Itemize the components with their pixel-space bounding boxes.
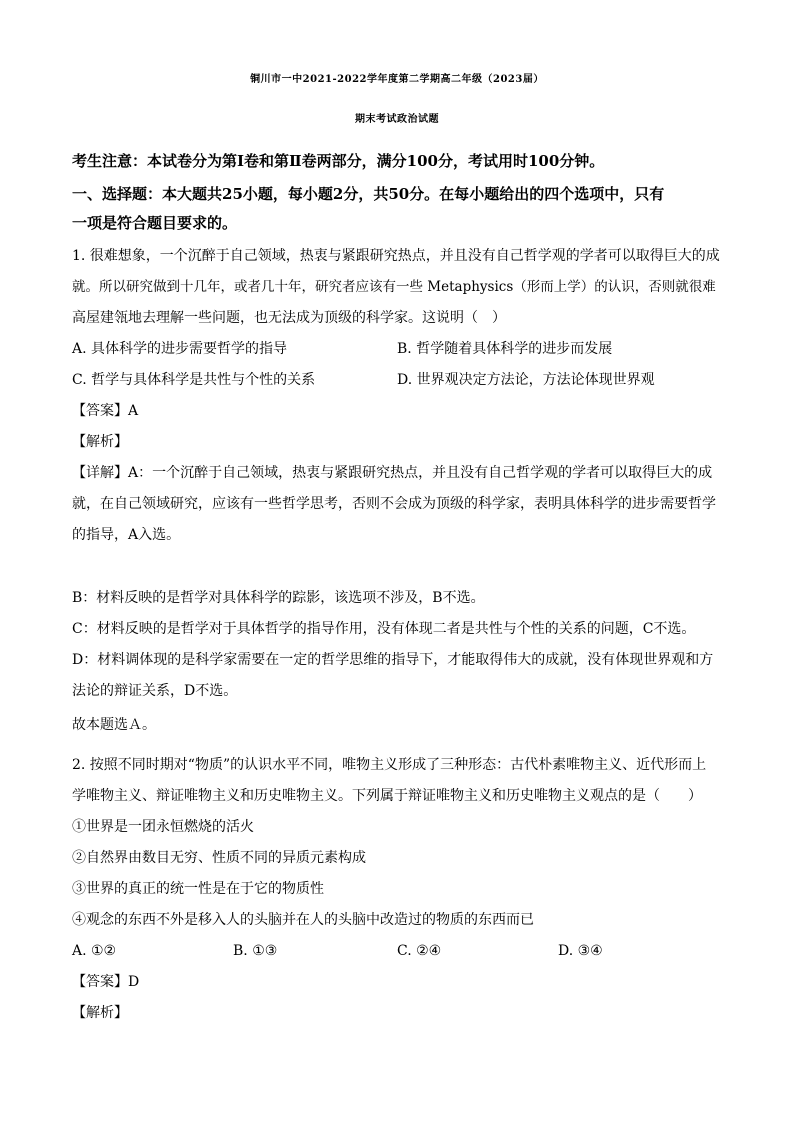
section-heading-line1: 一、选择题：本大题共25小题，每小题2分，共50分。在每小题给出的四个选项中，只有 <box>72 185 665 203</box>
q1-detail-line3: 的指导，A入选。 <box>72 527 181 543</box>
q1-detail-d-line1: D：材料调体现的是科学家需要在一定的哲学思维的指导下，才能取得伟大的成就，没有体现世界观和方 <box>72 652 714 668</box>
q2-answer: 【答案】D <box>72 974 140 990</box>
q2-option-a: A. ①② <box>72 943 117 959</box>
exam-title: 铜川市一中2021-2022学年度第二学期高二年级（2023届） <box>250 74 544 85</box>
q1-option-a: A. 具体科学的进步需要哲学的指导 <box>72 341 288 357</box>
q1-conclusion: 故本题选Ａ。 <box>72 717 156 733</box>
q2-option-b: B. ①③ <box>233 943 278 959</box>
q2-analysis-label: 【解析】 <box>72 1005 128 1021</box>
q1-stem-line1: 1. 很难想象，一个沉醉于自己领域，热衷与紧跟研究热点，并且没有自己哲学观的学者可以取得巨大的成 <box>72 248 720 264</box>
q1-answer: 【答案】A <box>72 403 139 419</box>
q2-item-3: ③世界的真正的统一性是在于它的物质性 <box>72 881 324 897</box>
q2-item-2: ②自然界由数目无穷、性质不同的异质元素构成 <box>72 850 366 866</box>
q1-detail-b: B：材料反映的是哲学对具体科学的踪影，该选项不涉及，B不选。 <box>72 590 485 606</box>
q1-option-d: D. 世界观决定方法论，方法论体现世界观 <box>397 372 655 388</box>
q2-option-d: D. ③④ <box>558 943 603 959</box>
q1-option-b: B. 哲学随着具体科学的进步而发展 <box>397 341 613 357</box>
q2-stem-line1: 2. 按照不同时期对“物质”的认识水平不同，唯物主义形成了三种形态：古代朴素唯物主义、近代形而上 <box>72 757 707 773</box>
section-heading-line2: 一项是符合题目要求的。 <box>72 214 238 232</box>
q1-detail-c: C：材料反映的是哲学对于具体哲学的指导作用，没有体现二者是共性与个性的关系的问题，C不选。 <box>72 621 696 637</box>
candidate-notice: 考生注意：本试卷分为第Ⅰ卷和第Ⅱ卷两部分，满分100分，考试用时100分钟。 <box>72 152 605 170</box>
q1-analysis-label: 【解析】 <box>72 434 128 450</box>
exam-subtitle: 期末考试政治试题 <box>355 114 439 125</box>
q2-item-4: ④观念的东西不外是移入人的头脑并在人的头脑中改造过的物质的东西而已 <box>72 912 534 928</box>
q1-stem-line2: 就。所以研究做到十几年，或者几十年，研究者应该有一些 Metaphysics（形而上学）的认识，否则就很难 <box>72 279 716 295</box>
q1-stem-line3: 高屋建瓴地去理解一些问题，也无法成为顶级的科学家。这说明（ ） <box>72 310 506 326</box>
q1-detail-d-line2: 法论的辩证关系，D不选。 <box>72 683 238 699</box>
q2-option-c: C. ②④ <box>397 943 442 959</box>
q2-item-1: ①世界是一团永恒燃烧的活火 <box>72 819 254 835</box>
q1-option-c: C. 哲学与具体科学是共性与个性的关系 <box>72 372 316 388</box>
q1-detail-line2: 就，在自己领域研究，应该有一些哲学思考，否则不会成为顶级的科学家，表明具体科学的进步需要哲学 <box>72 496 716 512</box>
q1-detail-line1: 【详解】A：一个沉醉于自己领域，热衷与紧跟研究热点，并且没有自己哲学观的学者可以取得巨大的成 <box>72 465 713 481</box>
q2-stem-line2: 学唯物主义、辩证唯物主义和历史唯物主义。下列属于辩证唯物主义和历史唯物主义观点的是（ ） <box>72 788 702 804</box>
